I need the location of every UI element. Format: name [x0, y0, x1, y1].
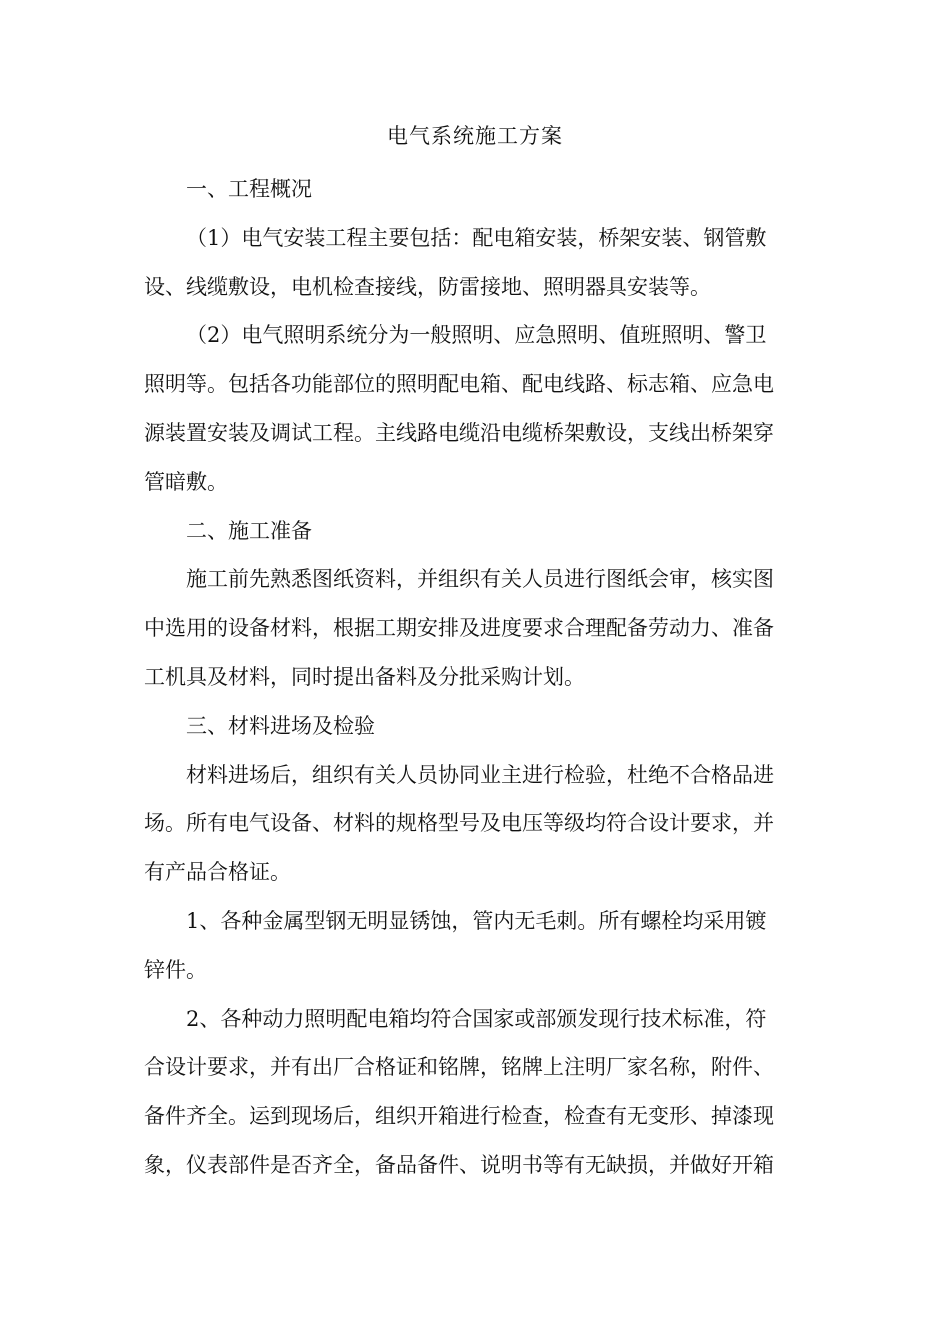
section-heading: 三、材料进场及检验	[186, 713, 375, 738]
paragraph-line: 中选用的设备材料，根据工期安排及进度要求合理配备劳动力、准备	[144, 616, 774, 641]
paragraph	[144, 555, 806, 701]
document-body	[144, 165, 806, 1190]
paragraph	[144, 214, 806, 312]
paragraph-line: 象，仪表部件是否齐全，备品备件、说明书等有无缺损，并做好开箱	[144, 1152, 774, 1177]
paragraph-line: 合设计要求，并有出厂合格证和铭牌，铭牌上注明厂家名称，附件、	[144, 1055, 774, 1080]
paragraph-line: 材料进场后，组织有关人员协同业主进行检验，杜绝不合格品进	[186, 762, 774, 787]
paragraph-line: 2、各种动力照明配电箱均符合国家或部颁发现行技术标准，符	[186, 1006, 767, 1031]
paragraph-line: 备件齐全。运到现场后，组织开箱进行检查，检查有无变形、掉漆现	[144, 1104, 774, 1129]
paragraph-line: 工机具及材料，同时提出备料及分批采购计划。	[144, 664, 585, 689]
paragraph	[144, 751, 806, 897]
paragraph	[144, 995, 806, 1190]
paragraph-line: 照明等。包括各功能部位的照明配电箱、配电线路、标志箱、应急电	[144, 372, 774, 397]
paragraph	[144, 311, 806, 506]
paragraph-line: 施工前先熟悉图纸资料，并组织有关人员进行图纸会审，核实图	[186, 567, 774, 592]
paragraph-line: 设、线缆敷设，电机检查接线，防雷接地、照明器具安装等。	[144, 274, 711, 299]
paragraph-line: （1）电气安装工程主要包括：配电箱安装，桥架安装、钢管敷	[186, 225, 767, 250]
paragraph-line: 锌件。	[144, 957, 207, 982]
paragraph	[144, 897, 806, 995]
paragraph-line: 场。所有电气设备、材料的规格型号及电压等级均符合设计要求，并	[144, 811, 774, 836]
section-heading: 二、施工准备	[186, 518, 312, 543]
paragraph-line: 1、各种金属型钢无明显锈蚀，管内无毛刺。所有螺栓均采用镀	[186, 908, 767, 933]
paragraph-line: 有产品合格证。	[144, 860, 291, 885]
paragraph-line: （2）电气照明系统分为一般照明、应急照明、值班照明、警卫	[186, 323, 767, 348]
paragraph-line: 管暗敷。	[144, 469, 228, 494]
paragraph-line: 源装置安装及调试工程。主线路电缆沿电缆桥架敷设，支线出桥架穿	[144, 420, 774, 445]
document-title: 电气系统施工方案	[387, 124, 563, 148]
section-heading: 一、工程概况	[186, 177, 312, 201]
